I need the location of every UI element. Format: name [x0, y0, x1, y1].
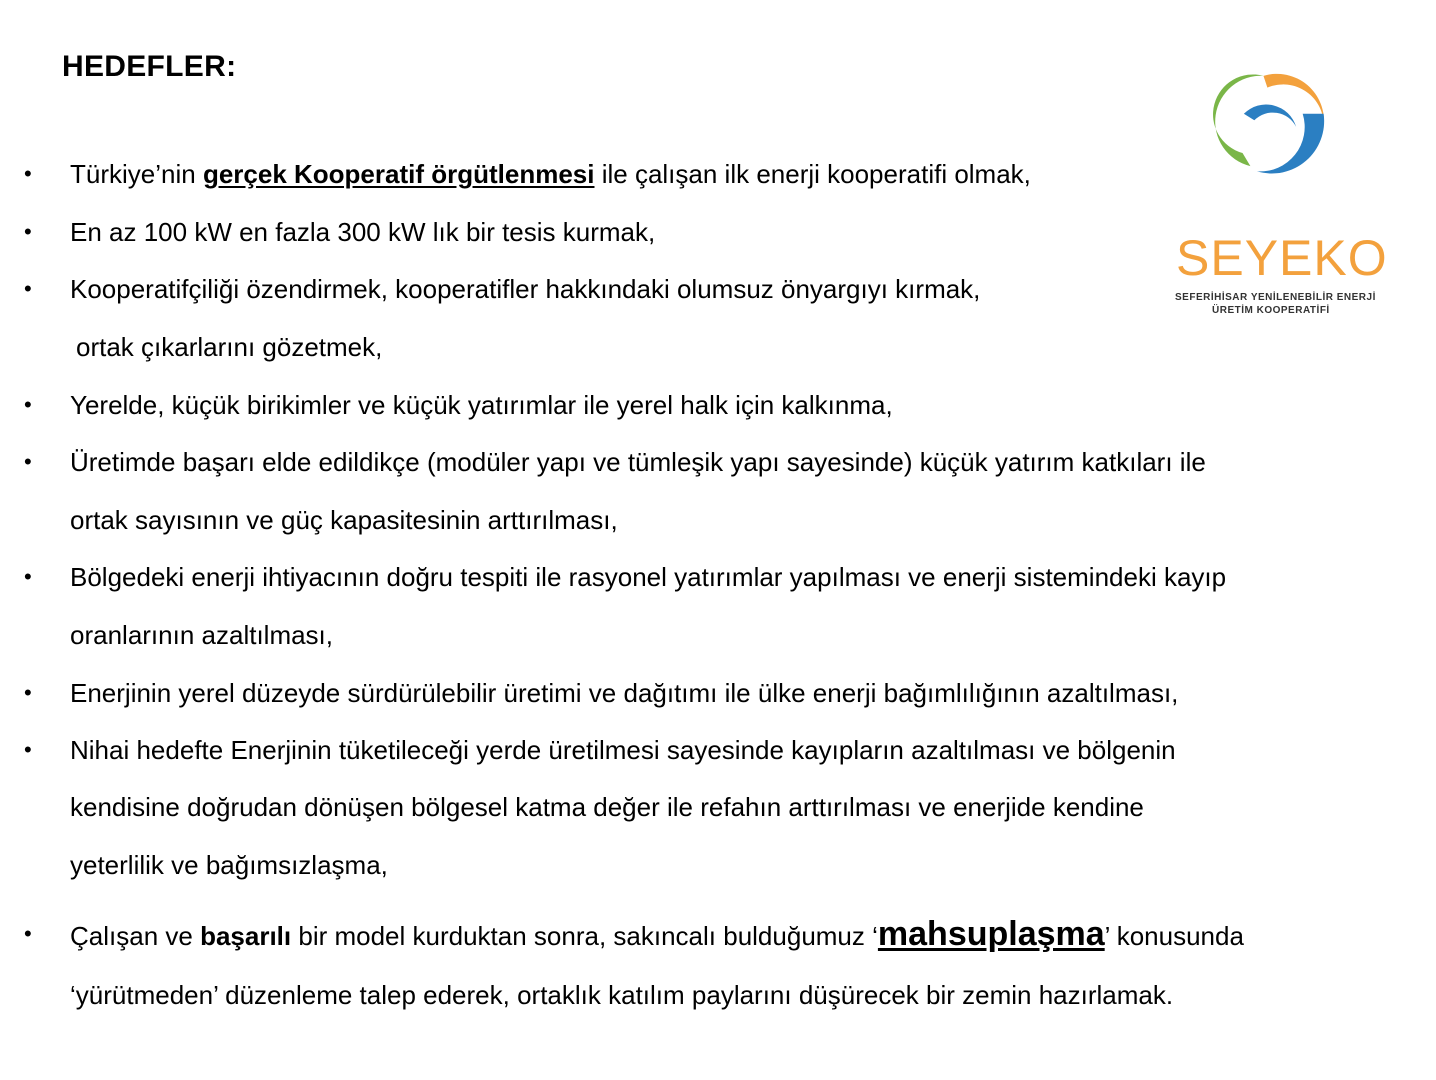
list-item-8-line-1: Nihai hedefte Enerjinin tüketileceği yerde üretilmesi sayesinde kayıpların azaltılması ve bölgenin — [70, 735, 1176, 765]
list-item-9-line-2: ‘yürütmeden’ düzenleme talep ederek, ortaklık katılım paylarını düşürecek bir zemin hazırlamak. — [70, 980, 1174, 1010]
page-title: HEDEFLER: — [62, 50, 237, 83]
bullet-7: • — [24, 680, 32, 705]
list-item-3-line-2: ortak çıkarlarını gözetmek, — [76, 332, 383, 362]
list-item-4: Yerelde, küçük birikimler ve küçük yatırımlar ile yerel halk için kalkınma, — [70, 390, 893, 420]
item-9-text-c: bir model kurduktan sonra, sakıncalı bulduğumuz ‘ — [291, 921, 878, 951]
list-item-7: Enerjinin yerel düzeyde sürdürülebilir üretimi ve dağıtımı ile ülke enerji bağımlılığının azaltılması, — [70, 678, 1179, 708]
logo-blue-arc — [1257, 114, 1324, 174]
bullet-3: • — [24, 276, 32, 301]
seyeko-logo — [1170, 68, 1370, 238]
list-item-5-line-2: ortak sayısının ve güç kapasitesinin arttırılması, — [70, 505, 618, 535]
logo-inner-blue — [1244, 105, 1296, 127]
item-1-text-post: ile çalışan ilk enerji kooperatifi olmak, — [594, 159, 1031, 189]
bullet-4: • — [24, 392, 32, 417]
item-9-text-e: ’ konusunda — [1104, 921, 1244, 951]
logo-subtitle-1: SEFERİHİSAR YENİLENEBİLİR ENERJİ — [1175, 292, 1376, 303]
logo-name: SEYEKO — [1176, 230, 1388, 286]
bullet-6: • — [24, 564, 32, 589]
item-1-bold: gerçek Kooperatif örgütlenmesi — [202, 159, 595, 189]
bullet-5: • — [24, 449, 32, 474]
logo-subtitle-2: ÜRETİM KOOPERATİFİ — [1212, 305, 1330, 316]
item-9-text-a: Çalışan ve — [70, 921, 201, 951]
item-9-bold: başarılı — [200, 921, 292, 951]
list-item-5-line-1: Üretimde başarı elde edildikçe (modüler yapı ve tümleşik yapı sayesinde) küçük yatırım katkıları ile — [70, 447, 1206, 477]
bullet-9: • — [24, 921, 32, 946]
item-9-emphasis: mahsuplaşma — [877, 915, 1105, 953]
logo-green-arc — [1213, 74, 1263, 166]
list-item-8-line-3: yeterlilik ve bağımsızlaşma, — [70, 850, 388, 880]
list-item-6-line-2: oranlarının azaltılması, — [70, 620, 334, 650]
list-item-1 — [70, 158, 1031, 190]
bullet-1: • — [24, 161, 32, 186]
bullet-8: • — [24, 737, 32, 762]
list-item-6-line-1: Bölgedeki enerji ihtiyacının doğru tespiti ile rasyonel yatırımlar yapılması ve enerji sistemindeki kayıp — [70, 562, 1227, 592]
list-item-9-line-1 — [70, 914, 1244, 956]
list-item-2: En az 100 kW en fazla 300 kW lık bir tesis kurmak, — [70, 217, 656, 247]
list-item-8-line-2: kendisine doğrudan dönüşen bölgesel katma değer ile refahın arttırılması ve enerjide kendine — [70, 792, 1144, 822]
item-1-text-pre: Türkiye’nin — [70, 159, 203, 189]
bullet-2: • — [24, 219, 32, 244]
list-item-3-line-1: Kooperatifçiliği özendirmek, kooperatifler hakkındaki olumsuz önyargıyı kırmak, — [70, 274, 981, 304]
